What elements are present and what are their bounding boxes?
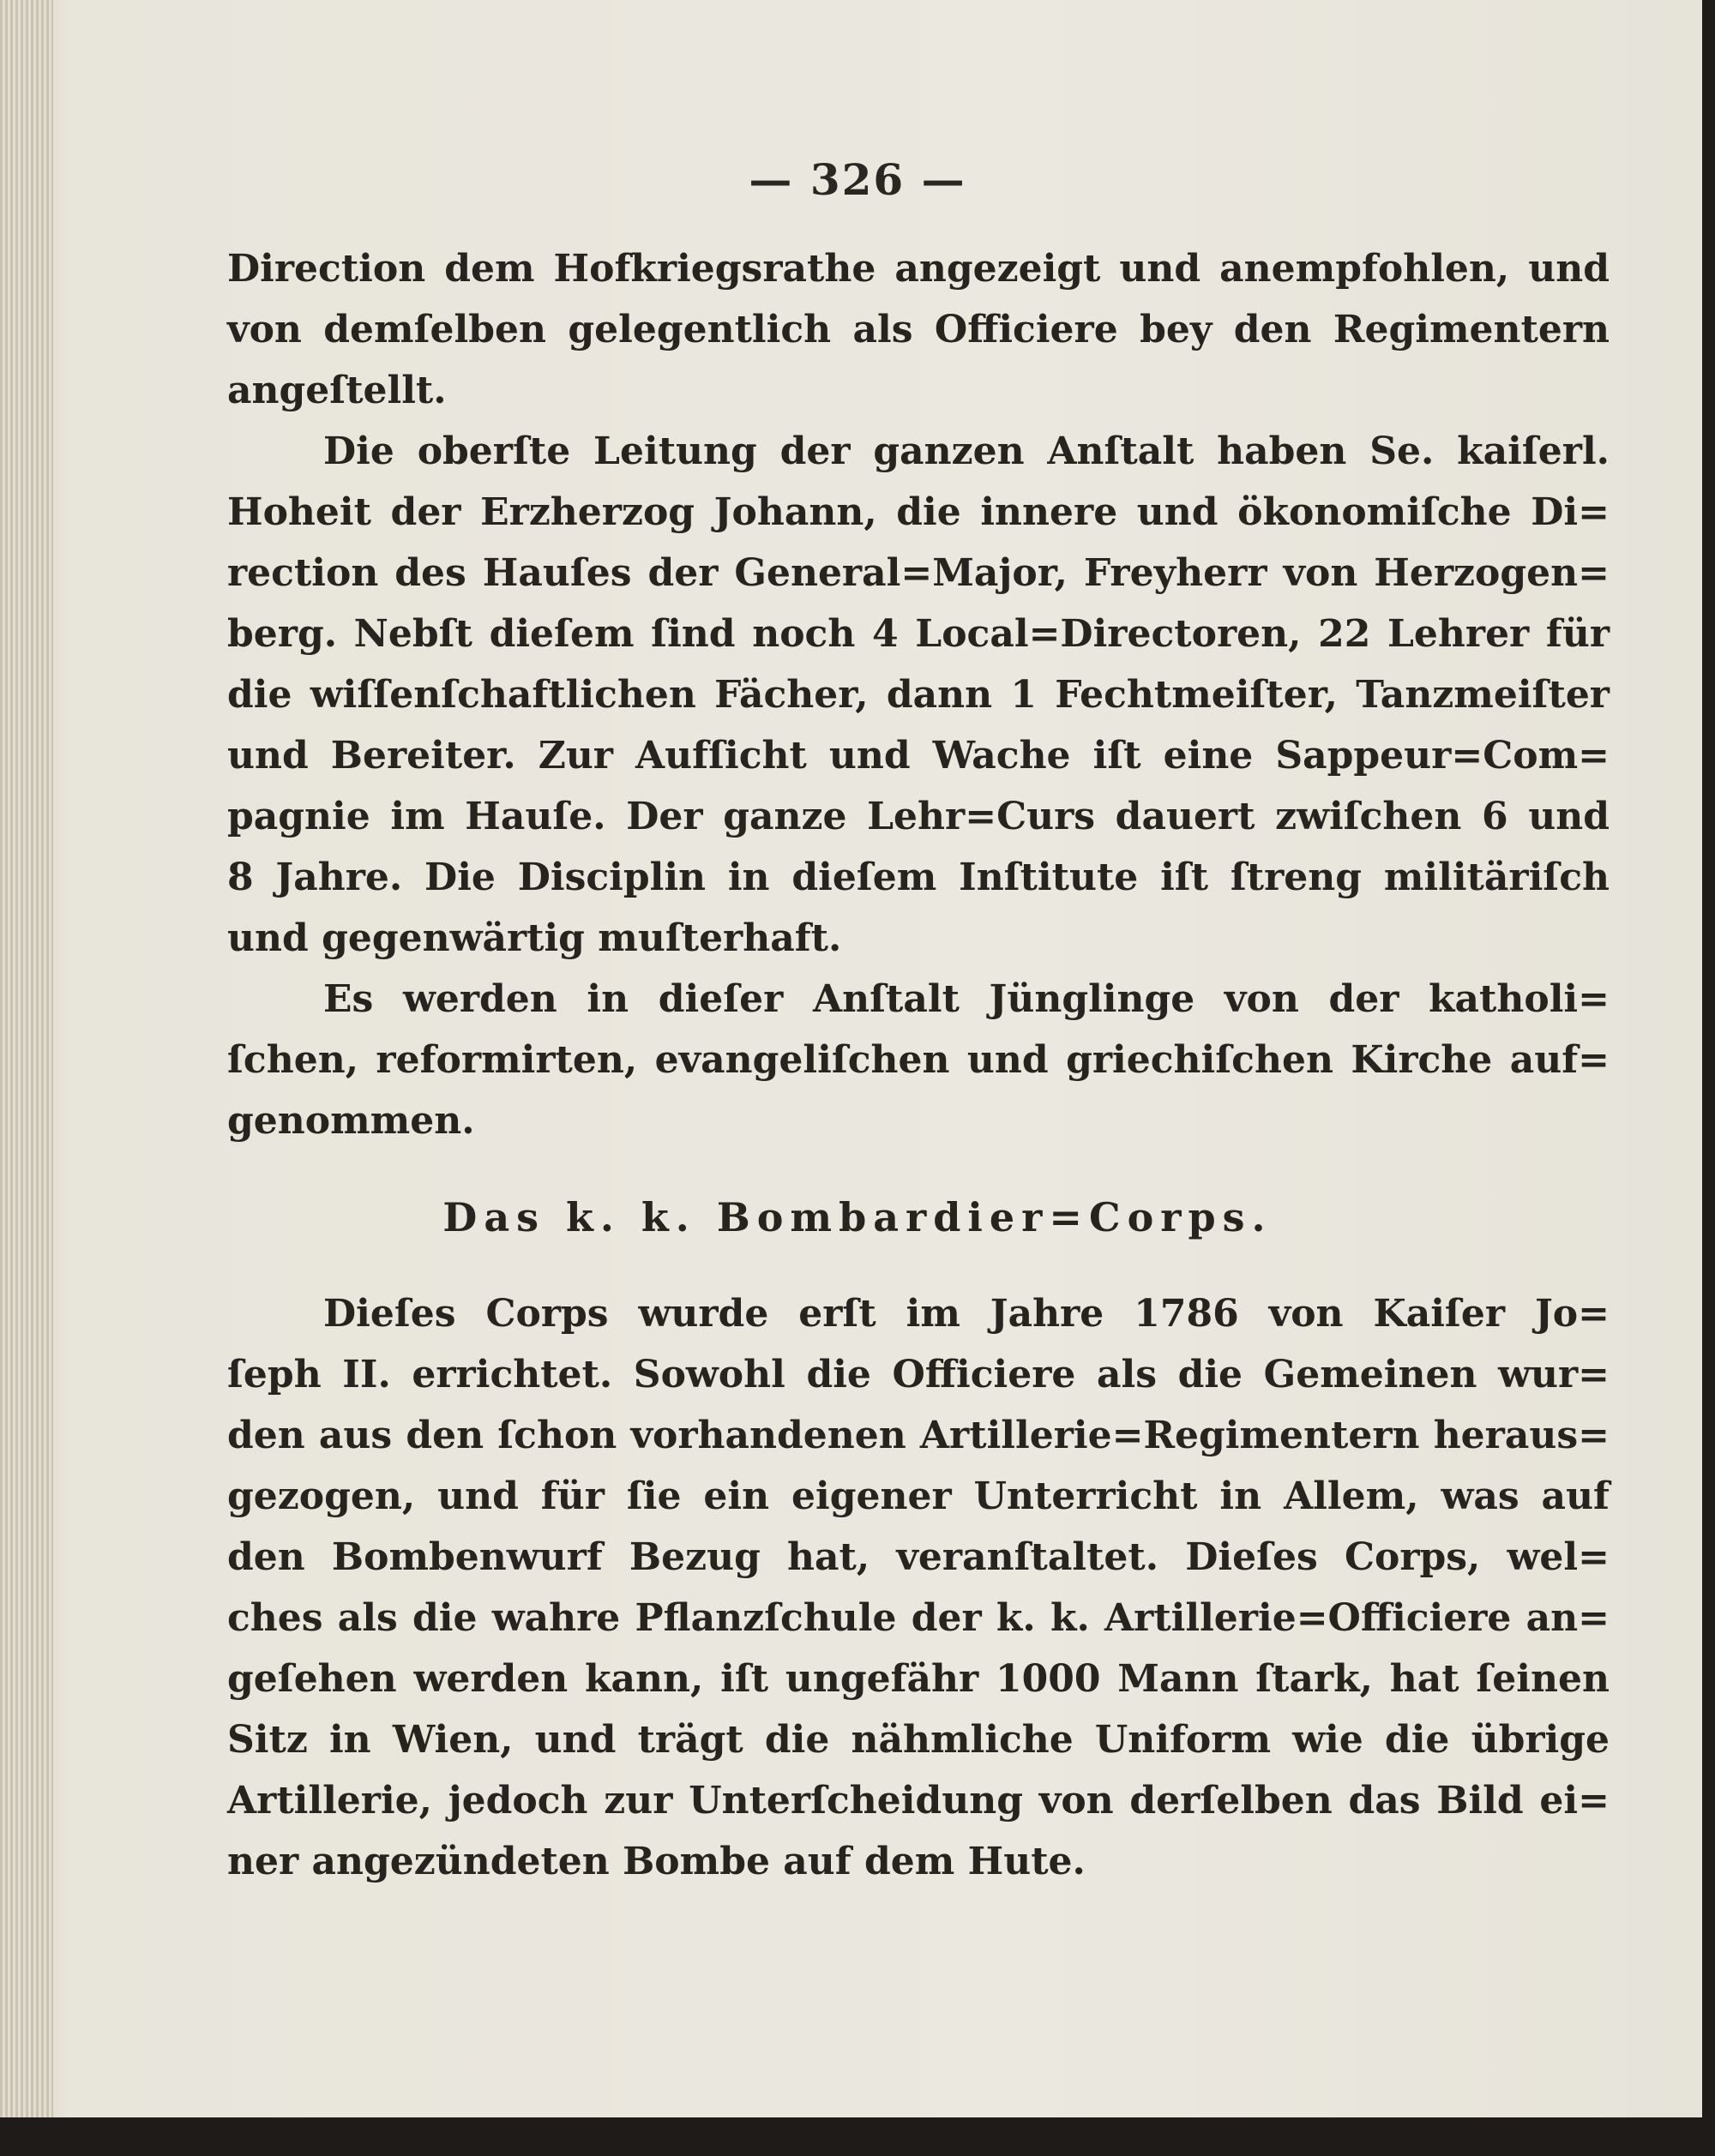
text-line: den Bombenwurf Bezug hat, veranſtaltet. Dieſes Corps, wel=: [227, 1535, 1610, 1579]
text-line: gezogen, und für ſie ein eigener Unterricht in Allem, was auf: [227, 1474, 1610, 1518]
paragraph: [227, 969, 1610, 1151]
paragraph: [227, 238, 1610, 421]
text-line: Direction dem Hofkriegsrathe angezeigt und anempfohlen, und: [227, 247, 1610, 291]
text-line: Sitz in Wien, und trägt die nähmliche Uniform wie die übrige: [227, 1718, 1610, 1762]
text-line: Es werden in dieſer Anſtalt Jünglinge von der katholi=: [323, 977, 1610, 1021]
section-institute-text: [227, 238, 1610, 1151]
paragraph: [227, 421, 1610, 969]
page-number: — 326 —: [749, 154, 966, 205]
text-line: ner angezündeten Bombe auf dem Hute.: [227, 1840, 1086, 1883]
text-line: rection des Hauſes der General=Major, Freyherr von Herzogen=: [227, 551, 1610, 595]
paragraph: [227, 1283, 1610, 1892]
text-line: Dieſes Corps wurde erſt im Jahre 1786 von Kaiſer Jo=: [323, 1292, 1610, 1336]
text-line: die wiſſenſchaftlichen Fächer, dann 1 Fechtmeiſter, Tanzmeiſter: [227, 673, 1610, 717]
text-line: berg. Nebſt dieſem ſind noch 4 Local=Directoren, 22 Lehrer für: [227, 612, 1610, 656]
text-line: und gegenwärtig muſterhaft.: [227, 916, 842, 960]
text-line: pagnie im Hauſe. Der ganze Lehr=Curs dauert zwiſchen 6 und: [227, 795, 1610, 838]
text-line: den aus den ſchon vorhandenen Artillerie=Regimentern heraus=: [227, 1414, 1610, 1457]
text-line: ches als die wahre Pflanzſchule der k. k. Artillerie=Officiere an=: [227, 1596, 1610, 1640]
text-line: von demſelben gelegentlich als Officiere bey den Regimentern: [227, 308, 1610, 351]
text-line: geſehen werden kann, iſt ungefähr 1000 Mann ſtark, hat ſeinen: [227, 1657, 1610, 1701]
text-line: 8 Jahre. Die Disciplin in dieſem Inſtitute iſt ſtreng militäriſch: [227, 856, 1610, 899]
page-edges: [0, 0, 53, 2117]
text-line: genommen.: [227, 1099, 475, 1143]
section-bombardier-text: [227, 1283, 1610, 1892]
text-line: angeſtellt.: [227, 369, 447, 412]
text-line: ſchen, reformirten, evangeliſchen und griechiſchen Kirche auf=: [227, 1038, 1610, 1082]
text-line: Hoheit der Erzherzog Johann, die innere und ökonomiſche Di=: [227, 490, 1610, 534]
text-line: Die oberſte Leitung der ganzen Anſtalt haben Se. kaiſerl.: [323, 429, 1610, 473]
text-line: und Bereiter. Zur Aufſicht und Wache iſt eine Sappeur=Com=: [227, 734, 1610, 778]
section-heading: Das k. k. Bombardier=Corps.: [442, 1194, 1273, 1240]
text-line: Artillerie, jedoch zur Unterſcheidung von derſelben das Bild ei=: [227, 1779, 1610, 1823]
text-line: ſeph II. errichtet. Sowohl die Officiere als die Gemeinen wur=: [227, 1353, 1610, 1396]
